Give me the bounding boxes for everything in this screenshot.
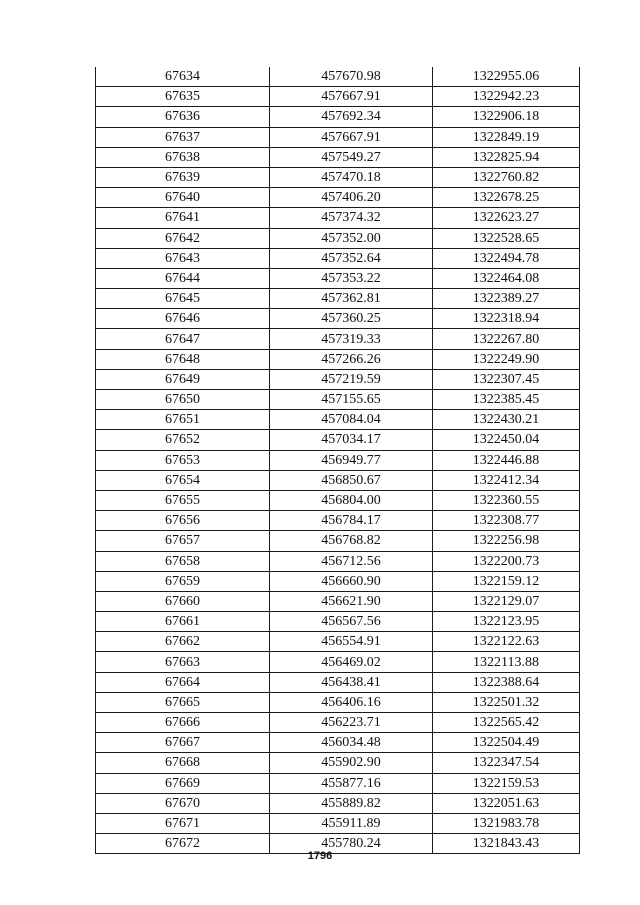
point-id-cell: 67638 <box>96 147 270 167</box>
table-row <box>96 571 580 591</box>
point-id-cell: 67654 <box>96 470 270 490</box>
page-number: 1796 <box>307 850 333 862</box>
y-coordinate-cell: 1322678.25 <box>433 188 580 208</box>
table-row <box>96 511 580 531</box>
x-coordinate-cell: 457667.91 <box>270 87 433 107</box>
x-coordinate-cell: 456850.67 <box>270 470 433 490</box>
y-coordinate-cell: 1322113.88 <box>433 652 580 672</box>
y-coordinate-cell: 1322849.19 <box>433 127 580 147</box>
table-row <box>96 470 580 490</box>
x-coordinate-cell: 455780.24 <box>270 834 433 854</box>
table-row <box>96 208 580 228</box>
point-id-cell: 67644 <box>96 268 270 288</box>
point-id-cell: 67668 <box>96 753 270 773</box>
table-row <box>96 652 580 672</box>
x-coordinate-cell: 457084.04 <box>270 410 433 430</box>
point-id-cell: 67643 <box>96 248 270 268</box>
table-row <box>96 87 580 107</box>
point-id-cell: 67655 <box>96 490 270 510</box>
x-coordinate-cell: 456712.56 <box>270 551 433 571</box>
x-coordinate-cell: 457034.17 <box>270 430 433 450</box>
y-coordinate-cell: 1322051.63 <box>433 793 580 813</box>
y-coordinate-cell: 1322267.80 <box>433 329 580 349</box>
point-id-cell: 67672 <box>96 834 270 854</box>
table-row <box>96 490 580 510</box>
table-row <box>96 147 580 167</box>
point-id-cell: 67659 <box>96 571 270 591</box>
x-coordinate-cell: 457670.98 <box>270 67 433 87</box>
x-coordinate-cell: 457667.91 <box>270 127 433 147</box>
y-coordinate-cell: 1322623.27 <box>433 208 580 228</box>
point-id-cell: 67658 <box>96 551 270 571</box>
y-coordinate-cell: 1322501.32 <box>433 692 580 712</box>
y-coordinate-cell: 1322307.45 <box>433 369 580 389</box>
x-coordinate-cell: 455889.82 <box>270 793 433 813</box>
x-coordinate-cell: 455911.89 <box>270 813 433 833</box>
table-row <box>96 390 580 410</box>
y-coordinate-cell: 1322412.34 <box>433 470 580 490</box>
table-row <box>96 289 580 309</box>
y-coordinate-cell: 1322450.04 <box>433 430 580 450</box>
y-coordinate-cell: 1322504.49 <box>433 733 580 753</box>
x-coordinate-cell: 456567.56 <box>270 612 433 632</box>
x-coordinate-cell: 456621.90 <box>270 591 433 611</box>
y-coordinate-cell: 1322528.65 <box>433 228 580 248</box>
table-row <box>96 309 580 329</box>
x-coordinate-cell: 456804.00 <box>270 490 433 510</box>
point-id-cell: 67647 <box>96 329 270 349</box>
table-row <box>96 551 580 571</box>
x-coordinate-cell: 456469.02 <box>270 652 433 672</box>
table-row <box>96 248 580 268</box>
point-id-cell: 67669 <box>96 773 270 793</box>
y-coordinate-cell: 1322256.98 <box>433 531 580 551</box>
point-id-cell: 67652 <box>96 430 270 450</box>
point-id-cell: 67666 <box>96 713 270 733</box>
y-coordinate-cell: 1322129.07 <box>433 591 580 611</box>
x-coordinate-cell: 456660.90 <box>270 571 433 591</box>
x-coordinate-cell: 457374.32 <box>270 208 433 228</box>
point-id-cell: 67662 <box>96 632 270 652</box>
table-row <box>96 107 580 127</box>
point-id-cell: 67641 <box>96 208 270 228</box>
point-id-cell: 67665 <box>96 692 270 712</box>
point-id-cell: 67635 <box>96 87 270 107</box>
x-coordinate-cell: 457266.26 <box>270 349 433 369</box>
point-id-cell: 67653 <box>96 450 270 470</box>
table-row <box>96 672 580 692</box>
x-coordinate-cell: 457406.20 <box>270 188 433 208</box>
point-id-cell: 67645 <box>96 289 270 309</box>
table-row <box>96 773 580 793</box>
x-coordinate-cell: 457470.18 <box>270 167 433 187</box>
y-coordinate-cell: 1322122.63 <box>433 632 580 652</box>
table-row <box>96 268 580 288</box>
point-id-cell: 67650 <box>96 390 270 410</box>
y-coordinate-cell: 1322159.53 <box>433 773 580 793</box>
point-id-cell: 67648 <box>96 349 270 369</box>
y-coordinate-cell: 1322430.21 <box>433 410 580 430</box>
point-id-cell: 67639 <box>96 167 270 187</box>
table-row <box>96 167 580 187</box>
x-coordinate-cell: 457360.25 <box>270 309 433 329</box>
y-coordinate-cell: 1322565.42 <box>433 713 580 733</box>
x-coordinate-cell: 457353.22 <box>270 268 433 288</box>
table-row <box>96 228 580 248</box>
x-coordinate-cell: 456768.82 <box>270 531 433 551</box>
y-coordinate-cell: 1322388.64 <box>433 672 580 692</box>
y-coordinate-cell: 1322318.94 <box>433 309 580 329</box>
point-id-cell: 67649 <box>96 369 270 389</box>
y-coordinate-cell: 1322385.45 <box>433 390 580 410</box>
table-row <box>96 369 580 389</box>
table-row <box>96 632 580 652</box>
y-coordinate-cell: 1322200.73 <box>433 551 580 571</box>
y-coordinate-cell: 1322464.08 <box>433 268 580 288</box>
x-coordinate-cell: 457319.33 <box>270 329 433 349</box>
x-coordinate-cell: 456554.91 <box>270 632 433 652</box>
y-coordinate-cell: 1322906.18 <box>433 107 580 127</box>
y-coordinate-cell: 1322389.27 <box>433 289 580 309</box>
table-row <box>96 813 580 833</box>
y-coordinate-cell: 1321843.43 <box>433 834 580 854</box>
table-row <box>96 349 580 369</box>
table-row <box>96 329 580 349</box>
point-id-cell: 67664 <box>96 672 270 692</box>
y-coordinate-cell: 1322347.54 <box>433 753 580 773</box>
table-row <box>96 753 580 773</box>
table-row <box>96 591 580 611</box>
x-coordinate-cell: 457352.00 <box>270 228 433 248</box>
table-row <box>96 127 580 147</box>
point-id-cell: 67656 <box>96 511 270 531</box>
x-coordinate-cell: 457362.81 <box>270 289 433 309</box>
x-coordinate-cell: 456034.48 <box>270 733 433 753</box>
table-row <box>96 612 580 632</box>
y-coordinate-cell: 1322123.95 <box>433 612 580 632</box>
point-id-cell: 67661 <box>96 612 270 632</box>
point-id-cell: 67634 <box>96 67 270 87</box>
x-coordinate-cell: 457352.64 <box>270 248 433 268</box>
point-id-cell: 67670 <box>96 793 270 813</box>
table-row <box>96 713 580 733</box>
point-id-cell: 67642 <box>96 228 270 248</box>
point-id-cell: 67667 <box>96 733 270 753</box>
x-coordinate-cell: 457155.65 <box>270 390 433 410</box>
x-coordinate-cell: 455902.90 <box>270 753 433 773</box>
y-coordinate-cell: 1322249.90 <box>433 349 580 369</box>
y-coordinate-cell: 1322446.88 <box>433 450 580 470</box>
point-id-cell: 67637 <box>96 127 270 147</box>
y-coordinate-cell: 1322308.77 <box>433 511 580 531</box>
table-body <box>96 67 580 854</box>
table-row <box>96 430 580 450</box>
x-coordinate-cell: 457549.27 <box>270 147 433 167</box>
x-coordinate-cell: 456438.41 <box>270 672 433 692</box>
y-coordinate-cell: 1322942.23 <box>433 87 580 107</box>
table-row <box>96 692 580 712</box>
y-coordinate-cell: 1322955.06 <box>433 67 580 87</box>
point-id-cell: 67636 <box>96 107 270 127</box>
y-coordinate-cell: 1321983.78 <box>433 813 580 833</box>
y-coordinate-cell: 1322360.55 <box>433 490 580 510</box>
x-coordinate-cell: 457692.34 <box>270 107 433 127</box>
x-coordinate-cell: 455877.16 <box>270 773 433 793</box>
table-row <box>96 733 580 753</box>
y-coordinate-cell: 1322760.82 <box>433 167 580 187</box>
table-row <box>96 450 580 470</box>
x-coordinate-cell: 456223.71 <box>270 713 433 733</box>
table-row <box>96 410 580 430</box>
point-id-cell: 67660 <box>96 591 270 611</box>
point-id-cell: 67646 <box>96 309 270 329</box>
y-coordinate-cell: 1322159.12 <box>433 571 580 591</box>
table-row <box>96 188 580 208</box>
point-id-cell: 67651 <box>96 410 270 430</box>
y-coordinate-cell: 1322825.94 <box>433 147 580 167</box>
x-coordinate-cell: 456949.77 <box>270 450 433 470</box>
x-coordinate-cell: 456784.17 <box>270 511 433 531</box>
table-row <box>96 531 580 551</box>
point-id-cell: 67663 <box>96 652 270 672</box>
x-coordinate-cell: 456406.16 <box>270 692 433 712</box>
point-id-cell: 67671 <box>96 813 270 833</box>
coordinates-table <box>95 67 580 854</box>
point-id-cell: 67640 <box>96 188 270 208</box>
table-row <box>96 67 580 87</box>
y-coordinate-cell: 1322494.78 <box>433 248 580 268</box>
table-row <box>96 793 580 813</box>
x-coordinate-cell: 457219.59 <box>270 369 433 389</box>
point-id-cell: 67657 <box>96 531 270 551</box>
